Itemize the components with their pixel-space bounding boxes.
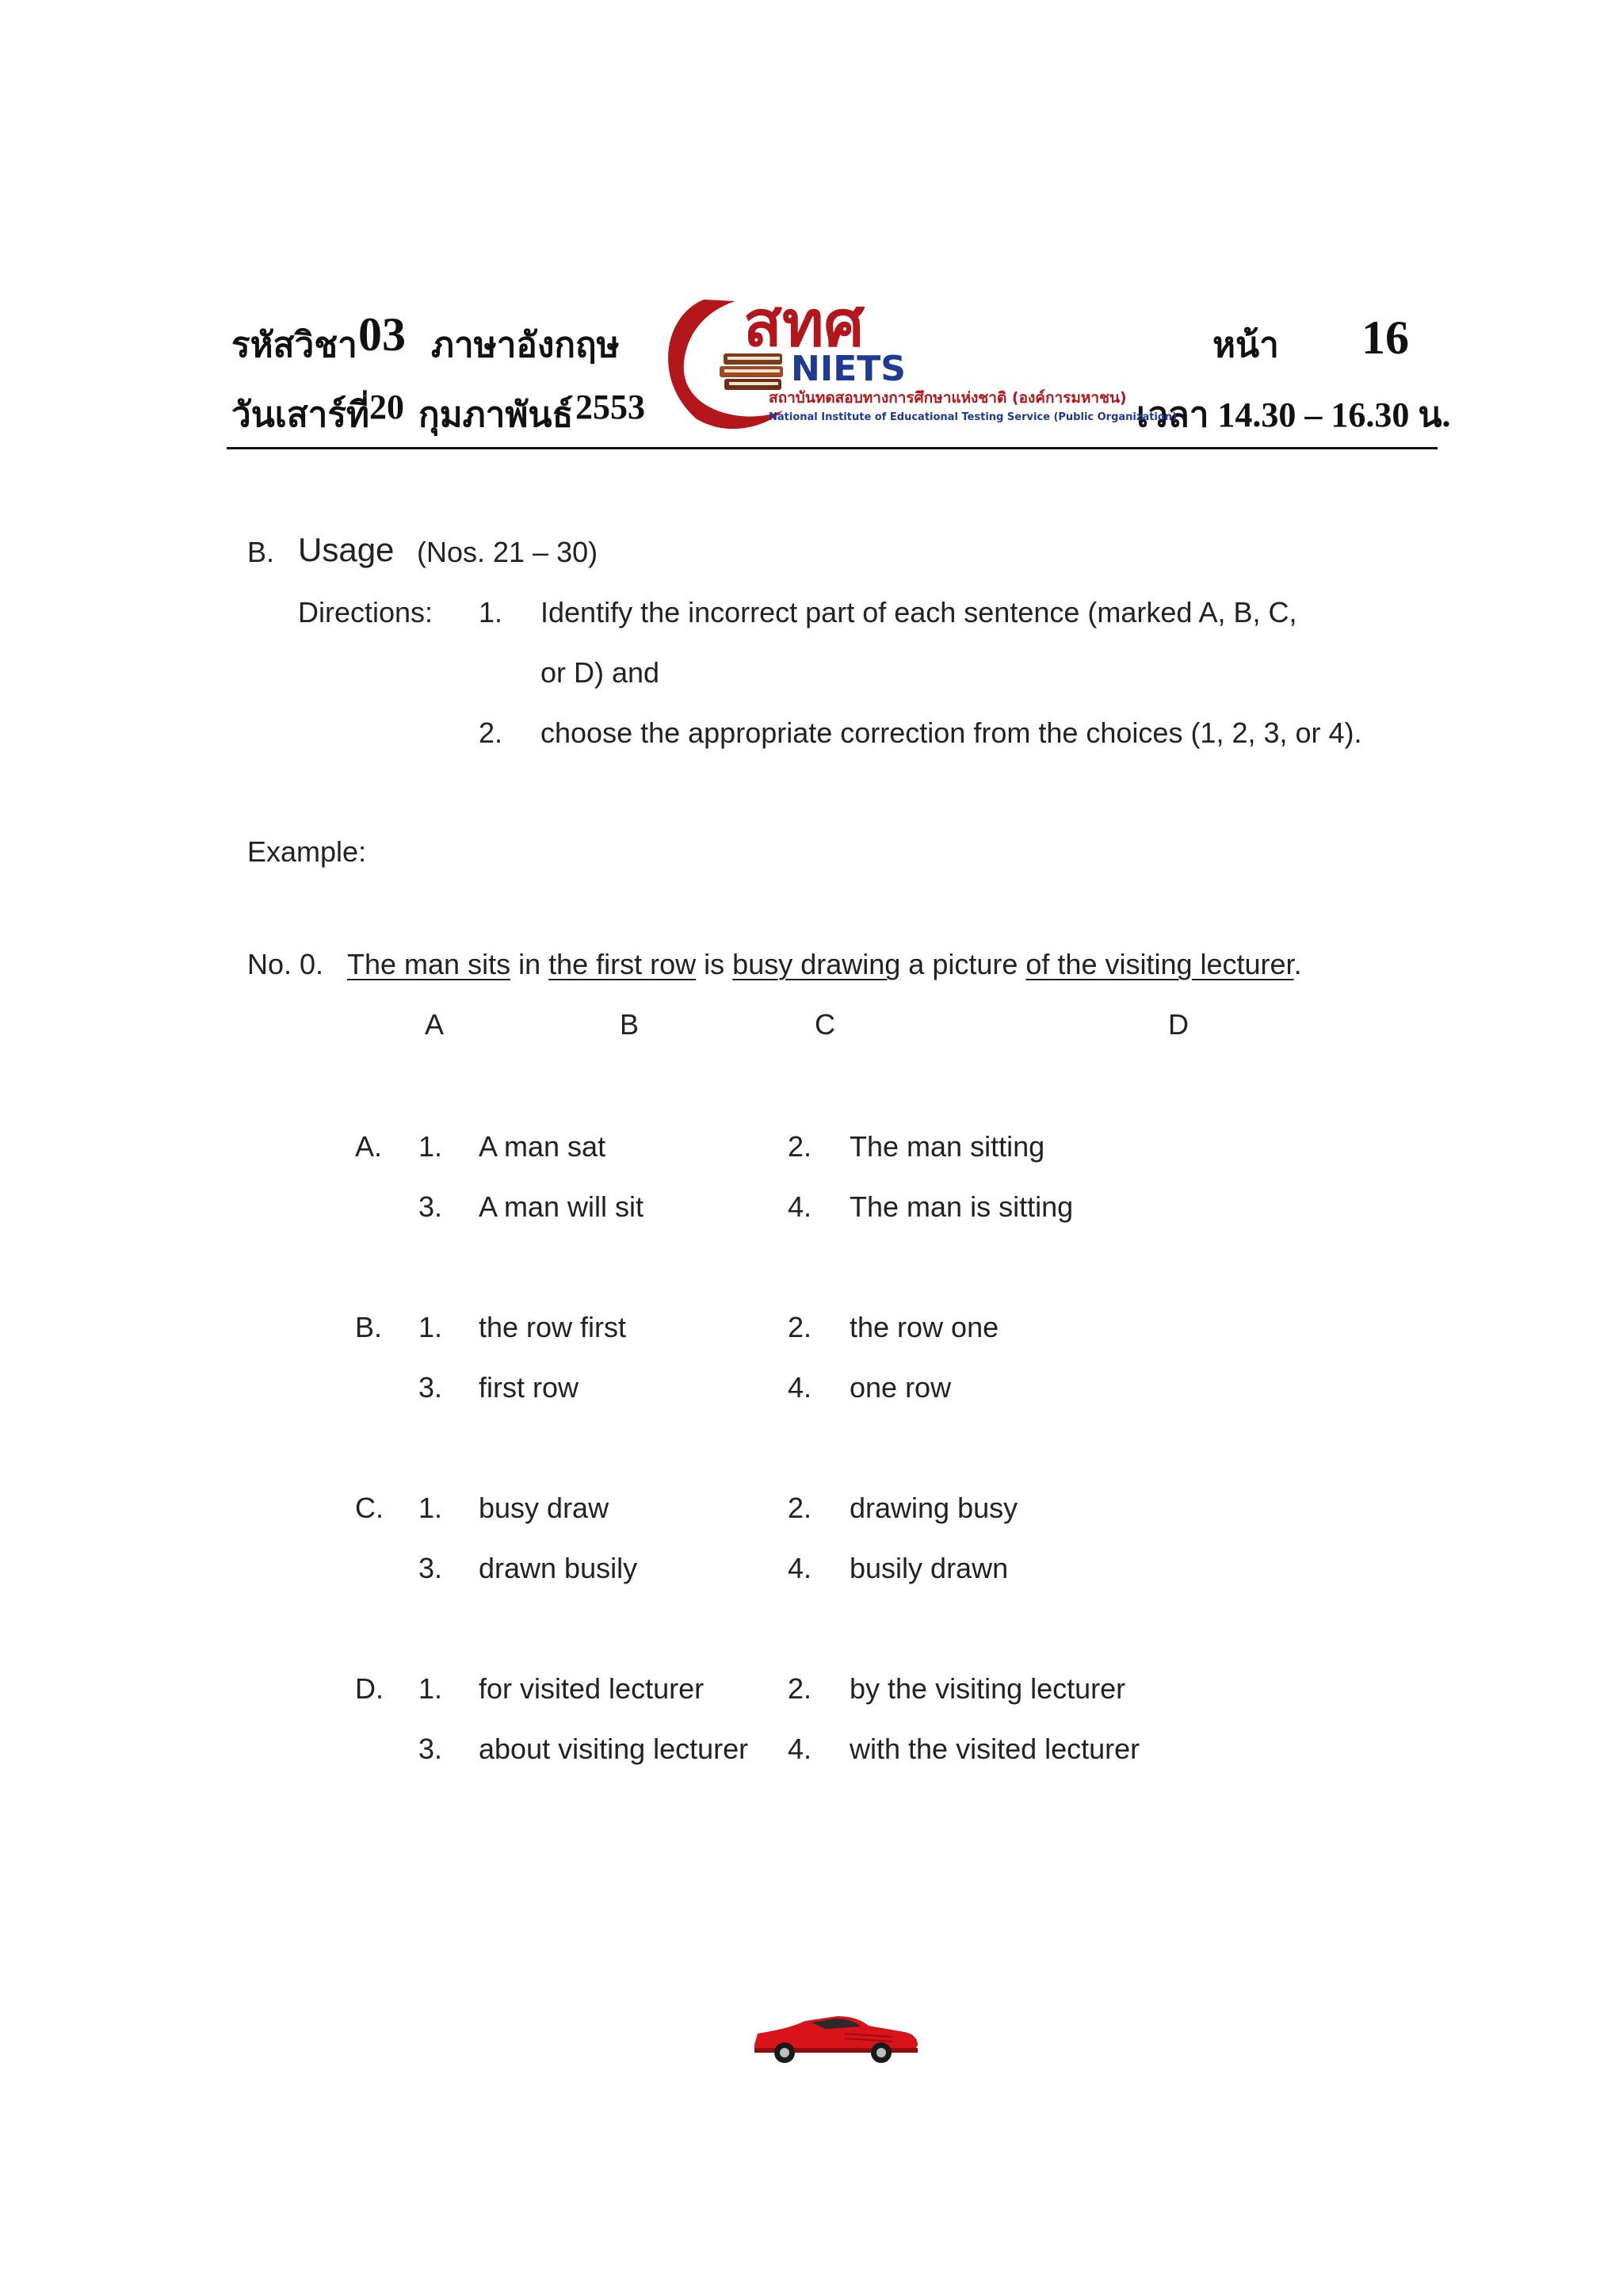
example-number: No. 0. [247,948,324,980]
section-letter: B. [247,536,275,568]
example-sentence [347,948,1302,981]
option-text: The man is sitting [850,1190,1074,1223]
date-month: กุมภาพันธ์ [418,395,574,434]
sentence-part-d: of the visiting lecturer [1025,948,1294,980]
marker-c: C [815,1008,835,1041]
option-text: one row [850,1371,952,1404]
option-text: the row one [850,1311,999,1343]
marker-d: D [1168,1008,1189,1041]
sentence-part-b: the first row [548,948,697,980]
option-number: 4. [788,1733,812,1765]
group-c-letter: C. [355,1492,384,1524]
sentence-text: in [510,948,549,980]
sentence-text: . [1293,948,1302,980]
option-number: 2. [788,1672,812,1705]
page-label: หน้า [1212,326,1279,365]
logo-abbr: NIETS [791,349,906,389]
option-number: 2. [788,1492,812,1524]
option-text: by the visiting lecturer [850,1672,1126,1705]
option-number: 2. [788,1311,812,1343]
option-text: with the visited lecturer [850,1733,1140,1765]
option-text: for visited lecturer [479,1672,705,1705]
sentence-text: is [696,948,733,980]
example-label: Example: [247,835,367,868]
date-label: วันเสาร์ที่ [231,395,370,434]
option-text: about visiting lecturer [479,1733,749,1765]
option-number: 3. [418,1733,443,1765]
option-number: 1. [418,1130,443,1163]
marker-a: A [425,1008,445,1041]
option-number: 3. [418,1371,443,1404]
option-number: 1. [418,1311,443,1343]
option-text: drawn busily [479,1552,638,1584]
group-a-letter: A. [355,1130,383,1163]
direction-2-text: choose the appropriate correction from the choices (1, 2, 3, or 4). [540,716,1362,749]
direction-2-number: 2. [479,716,503,749]
option-number: 4. [788,1552,812,1584]
logo-english-name: National Institute of Educational Testing Service (Public Organization) [769,411,1178,423]
niets-logo [648,287,1178,428]
option-text: The man sitting [850,1130,1045,1163]
section-title: Usage [298,531,395,568]
option-text: A man will sit [479,1190,644,1223]
option-text: first row [479,1371,579,1404]
direction-1-text-cont: or D) and [540,656,660,689]
logo-mark: สทศ [743,287,865,361]
date-day: 20 [369,388,404,426]
logo-thai-name: สถาบันทดสอบทางการศึกษาแห่งชาติ (องค์การมหาชน) [769,389,1127,407]
subject-code: 03 [358,308,406,361]
option-number: 3. [418,1190,443,1223]
section-range: (Nos. 21 – 30) [417,536,598,568]
exam-time: เวลา 14.30 – 16.30 น. [1136,395,1451,434]
sentence-part-c: busy drawing [732,948,901,980]
sentence-part-a: The man sits [347,948,511,980]
header-divider [227,447,1438,449]
date-year: 2553 [575,388,645,426]
option-number: 2. [788,1130,812,1163]
direction-1-number: 1. [479,596,503,628]
subject-code-label: รหัสวิชา [231,326,357,365]
group-d-letter: D. [355,1672,384,1705]
sentence-text: a picture [900,948,1026,980]
option-text: busily drawn [850,1552,1009,1584]
option-number: 1. [418,1672,443,1705]
option-number: 4. [788,1190,812,1223]
option-text: A man sat [479,1130,606,1163]
group-b-letter: B. [355,1311,383,1343]
option-text: busy draw [479,1492,609,1524]
subject-name: ภาษาอังกฤษ [431,326,620,365]
direction-1-text: Identify the incorrect part of each sentence (marked A, B, C, [540,596,1297,628]
directions-label: Directions: [298,596,433,628]
option-number: 1. [418,1492,443,1524]
option-number: 4. [788,1371,812,1404]
option-text: the row first [479,1311,627,1343]
option-text: drawing busy [850,1492,1018,1524]
marker-b: B [620,1008,640,1041]
option-number: 3. [418,1552,443,1584]
page-number: 16 [1361,311,1409,364]
red-sports-car-icon [750,2010,921,2065]
